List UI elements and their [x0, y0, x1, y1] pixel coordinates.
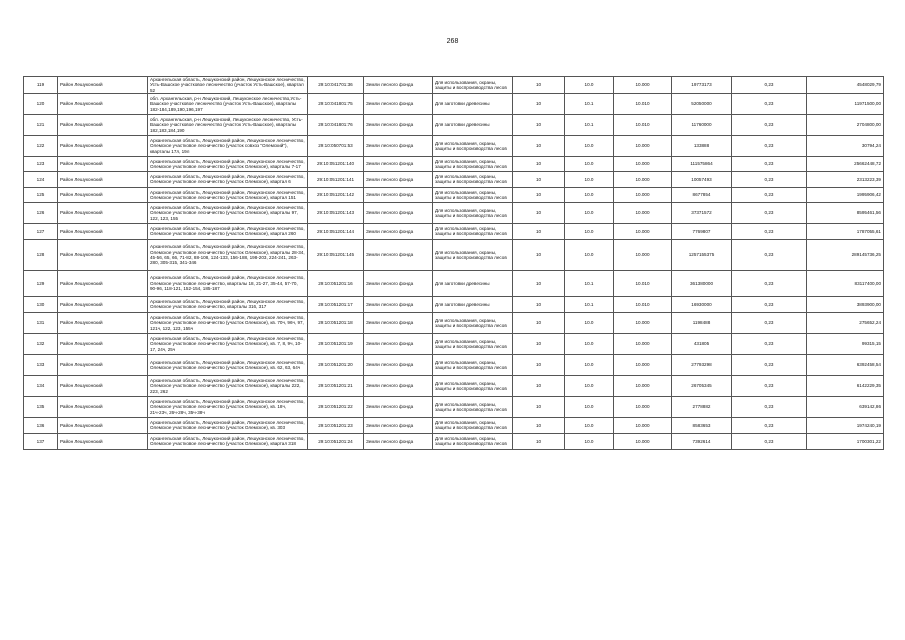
cadastral-number-cell: 29:10:050701:53 — [308, 135, 364, 156]
location-cell: Архангельская область, Лешуконский район, Лешуконское лесничество, Усть-Вашское участковое лесничество (участок Усть-Вашское), квартал 52 — [148, 77, 308, 94]
area-cell: 111575864 — [672, 156, 732, 171]
location-cell: Архангельская область, Лешуконский район, Лешуконское лесничество, Олемское участковое лесничество (участок Олемское), кв. 303 — [148, 417, 308, 433]
cadastral-number-cell: 29:10:051201:22 — [308, 396, 364, 417]
cadastral-value-cell: 275652,24 — [807, 312, 884, 333]
code-cell: 10.000 — [614, 135, 672, 156]
code-subgroup-cell: 10.0 — [565, 156, 614, 171]
table-row — [24, 223, 884, 239]
page-number: 268 — [446, 38, 459, 45]
land-category-cell: Земли лесного фонда — [364, 135, 433, 156]
row-number: 134 — [24, 375, 58, 396]
cadastral-value-cell: 2704800,00 — [807, 114, 884, 135]
code-subgroup-cell: 10.0 — [565, 417, 614, 433]
permitted-use-cell: Для использования, охраны, защиты и воспроизводства лесов — [433, 417, 513, 433]
land-category-cell: Земли лесного фонда — [364, 312, 433, 333]
code-cell: 10.000 — [614, 171, 672, 187]
district-cell: Район Лешуконский — [58, 375, 148, 396]
district-cell: Район Лешуконский — [58, 354, 148, 375]
cadastral-value-cell: 8595461,56 — [807, 202, 884, 223]
location-cell: Архангельская область, Лешуконский район, Лешуконское лесничество, Олемское участковое лесничество (участок Олемское), квартал 260 — [148, 223, 308, 239]
row-number: 129 — [24, 270, 58, 296]
location-cell: обл. Архангельская, р-н Лешуконский, Лешуконское лесничество, Усть-Вашское участковое лесничество (участок Усть-Вашское), кварталы 182,183,184,190 — [148, 114, 308, 135]
cadastral-number-cell: 29:10:051201:140 — [308, 156, 364, 171]
code-subgroup-cell: 10.0 — [565, 433, 614, 449]
location-cell: Архангельская область, Лешуконский район, Лешуконское лесничество, Олемское участковое лесничество (участок Олемское), квартал 318 — [148, 433, 308, 449]
land-category-cell: Земли лесного фонда — [364, 223, 433, 239]
area-cell: 1257155375 — [672, 239, 732, 270]
permitted-use-cell: Для использования, охраны, защиты и воспроизводства лесов — [433, 187, 513, 202]
code-subgroup-cell: 10.0 — [565, 396, 614, 417]
table-row — [24, 433, 884, 449]
code-group-cell: 10 — [513, 354, 565, 375]
table-row — [24, 270, 884, 296]
code-group-cell: 10 — [513, 270, 565, 296]
table-row — [24, 93, 884, 114]
cadastral-number-cell: 29:10:051201:24 — [308, 433, 364, 449]
permitted-use-cell: Для использования, охраны, защиты и воспроизводства лесов — [433, 375, 513, 396]
table-row — [24, 202, 884, 223]
specific-value-cell: 0,23 — [732, 156, 807, 171]
code-subgroup-cell: 10.0 — [565, 333, 614, 354]
code-cell: 10.010 — [614, 296, 672, 312]
row-number: 125 — [24, 187, 58, 202]
district-cell: Район Лешуконский — [58, 135, 148, 156]
specific-value-cell: 0,23 — [732, 396, 807, 417]
specific-value-cell: 0,23 — [732, 223, 807, 239]
specific-value-cell: 0,23 — [732, 270, 807, 296]
cadastral-number-cell: 29:10:041801:76 — [308, 114, 364, 135]
land-category-cell: Земли лесного фонда — [364, 171, 433, 187]
permitted-use-cell: Для использования, охраны, защиты и воспроизводства лесов — [433, 77, 513, 94]
permitted-use-cell: Для заготовки древесины — [433, 93, 513, 114]
location-cell: Архангельская область, Лешуконский район, Лешуконское лесничество, Олемское участковое лесничество (участок Олемское), кварталы 7-17 — [148, 156, 308, 171]
code-cell: 10.000 — [614, 202, 672, 223]
cadastral-value-cell: 1974240,19 — [807, 417, 884, 433]
location-cell: Архангельская область, Лешуконский район, Лешуконское лесничество, Олемское участковое лесничество (участок Олемское), квартал 6 — [148, 171, 308, 187]
location-cell: Архангельская область, Лешуконский район, Лешуконское лесничество, Олемское участковое лесничество, кварталы 316, 317 — [148, 296, 308, 312]
specific-value-cell: 0,23 — [732, 433, 807, 449]
code-subgroup-cell: 10.0 — [565, 202, 614, 223]
permitted-use-cell: Для использования, охраны, защиты и воспроизводства лесов — [433, 171, 513, 187]
code-group-cell: 10 — [513, 433, 565, 449]
code-group-cell: 10 — [513, 333, 565, 354]
code-group-cell: 10 — [513, 202, 565, 223]
area-cell: 8583653 — [672, 417, 732, 433]
specific-value-cell: 0,23 — [732, 239, 807, 270]
district-cell: Район Лешуконский — [58, 270, 148, 296]
table-row — [24, 156, 884, 171]
table-row — [24, 114, 884, 135]
table-row — [24, 135, 884, 156]
row-number: 137 — [24, 433, 58, 449]
code-subgroup-cell: 10.0 — [565, 135, 614, 156]
district-cell: Район Лешуконский — [58, 239, 148, 270]
area-cell: 7769807 — [672, 223, 732, 239]
area-cell: 37371572 — [672, 202, 732, 223]
district-cell: Район Лешуконский — [58, 202, 148, 223]
cadastral-value-cell: 2313223,39 — [807, 171, 884, 187]
code-cell: 10.000 — [614, 333, 672, 354]
land-category-cell: Земли лесного фонда — [364, 333, 433, 354]
area-cell: 8677854 — [672, 187, 732, 202]
area-cell: 11760000 — [672, 114, 732, 135]
district-cell: Район Лешуконский — [58, 417, 148, 433]
table-row — [24, 333, 884, 354]
cadastral-number-cell: 29:10:041701:36 — [308, 77, 364, 94]
cadastral-value-cell: 99315,15 — [807, 333, 884, 354]
land-category-cell: Земли лесного фонда — [364, 296, 433, 312]
location-cell: Архангельская область, Лешуконский район, Лешуконское лесничество, Олемское участковое лесничество (участок Олемское), кв. 70ч, 96ч, 97, 121ч, 122, 123, 155ч — [148, 312, 308, 333]
permitted-use-cell: Для заготовки древесины — [433, 270, 513, 296]
land-category-cell: Земли лесного фонда — [364, 375, 433, 396]
area-cell: 19773173 — [672, 77, 732, 94]
land-category-cell: Земли лесного фонда — [364, 239, 433, 270]
cadastral-value-cell: 1995906,42 — [807, 187, 884, 202]
area-cell: 1198488 — [672, 312, 732, 333]
district-cell: Район Лешуконский — [58, 433, 148, 449]
code-group-cell: 10 — [513, 223, 565, 239]
location-cell: Архангельская область, Лешуконский район, Лешуконское лесничество, Олемское участковое лесничество (участок Олемское), квартал 151 — [148, 187, 308, 202]
cadastral-number-cell: 29:10:051201:19 — [308, 333, 364, 354]
cadastral-number-cell: 29:10:051201:20 — [308, 354, 364, 375]
code-cell: 10.000 — [614, 156, 672, 171]
cadastral-number-cell: 29:10:041801:75 — [308, 93, 364, 114]
code-subgroup-cell: 10.1 — [565, 114, 614, 135]
code-cell: 10.000 — [614, 417, 672, 433]
land-category-cell: Земли лесного фонда — [364, 187, 433, 202]
land-category-cell: Земли лесного фонда — [364, 354, 433, 375]
cadastral-number-cell: 29:10:051201:142 — [308, 187, 364, 202]
land-category-cell: Земли лесного фонда — [364, 396, 433, 417]
permitted-use-cell: Для использования, охраны, защиты и воспроизводства лесов — [433, 135, 513, 156]
area-cell: 133888 — [672, 135, 732, 156]
code-group-cell: 10 — [513, 396, 565, 417]
row-number: 126 — [24, 202, 58, 223]
district-cell: Район Лешуконский — [58, 77, 148, 94]
permitted-use-cell: Для использования, охраны, защиты и воспроизводства лесов — [433, 354, 513, 375]
area-cell: 52050000 — [672, 93, 732, 114]
table-row — [24, 396, 884, 417]
code-group-cell: 10 — [513, 171, 565, 187]
cadastral-value-cell: 4548029,79 — [807, 77, 884, 94]
row-number: 136 — [24, 417, 58, 433]
table-row — [24, 375, 884, 396]
location-cell: Архангельская область, Лешуконский район, Лешуконское лесничество, Олемское участковое лесничество (участок совхоз "Олемский"), кварталы 17л, 19л — [148, 135, 308, 156]
table-row — [24, 354, 884, 375]
area-cell: 361380000 — [672, 270, 732, 296]
code-group-cell: 10 — [513, 312, 565, 333]
location-cell: Архангельская область, Лешуконский район, Лешуконское лесничество, Олемское участковое лесничество (участок Олемское), кв. 7, 8, 9ч, 10-17, 24ч, 25ч — [148, 333, 308, 354]
location-cell: Архангельская область, Лешуконский район, Лешуконское лесничество, Олемское участковое лесничество (участок Олемское), кварталы 222, 223, 262 — [148, 375, 308, 396]
area-cell: 2778882 — [672, 396, 732, 417]
area-cell: 26705345 — [672, 375, 732, 396]
code-cell: 10.000 — [614, 433, 672, 449]
code-subgroup-cell: 10.0 — [565, 312, 614, 333]
area-cell: 27793298 — [672, 354, 732, 375]
district-cell: Район Лешуконский — [58, 187, 148, 202]
permitted-use-cell: Для использования, охраны, защиты и воспроизводства лесов — [433, 333, 513, 354]
specific-value-cell: 0,23 — [732, 77, 807, 94]
code-cell: 10.000 — [614, 187, 672, 202]
cadastral-value-cell: 289145736,25 — [807, 239, 884, 270]
cadastral-number-cell: 29:10:051201:143 — [308, 202, 364, 223]
specific-value-cell: 0,23 — [732, 202, 807, 223]
code-subgroup-cell: 10.0 — [565, 77, 614, 94]
row-number: 135 — [24, 396, 58, 417]
specific-value-cell: 0,23 — [732, 375, 807, 396]
code-cell: 10.000 — [614, 239, 672, 270]
code-subgroup-cell: 10.0 — [565, 223, 614, 239]
area-cell: 431805 — [672, 333, 732, 354]
district-cell: Район Лешуконский — [58, 114, 148, 135]
table-row — [24, 171, 884, 187]
row-number: 131 — [24, 312, 58, 333]
permitted-use-cell: Для заготовки древесины — [433, 114, 513, 135]
code-cell: 10.010 — [614, 114, 672, 135]
cadastral-number-cell: 29:10:051201:18 — [308, 312, 364, 333]
code-group-cell: 10 — [513, 296, 565, 312]
specific-value-cell: 0,23 — [732, 171, 807, 187]
row-number: 122 — [24, 135, 58, 156]
cadastral-number-cell: 29:10:051201:145 — [308, 239, 364, 270]
code-group-cell: 10 — [513, 93, 565, 114]
land-category-cell: Земли лесного фонда — [364, 433, 433, 449]
location-cell: обл. Архангельская, р-н Лешуконский, Лешуконское лесничество,Усть-Вашское участковое лесничество (участок Усть-Вашское), кварталы 182-184,189,190,196,197 — [148, 93, 308, 114]
code-subgroup-cell: 10.0 — [565, 239, 614, 270]
district-cell: Район Лешуконский — [58, 223, 148, 239]
specific-value-cell: 0,23 — [732, 93, 807, 114]
code-cell: 10.000 — [614, 354, 672, 375]
cadastral-value-cell: 6142229,35 — [807, 375, 884, 396]
land-category-cell: Земли лесного фонда — [364, 417, 433, 433]
row-number: 130 — [24, 296, 58, 312]
code-subgroup-cell: 10.0 — [565, 375, 614, 396]
district-cell: Район Лешуконский — [58, 156, 148, 171]
row-number: 121 — [24, 114, 58, 135]
code-group-cell: 10 — [513, 77, 565, 94]
row-number: 127 — [24, 223, 58, 239]
district-cell: Район Лешуконский — [58, 312, 148, 333]
district-cell: Район Лешуконский — [58, 93, 148, 114]
land-category-cell: Земли лесного фонда — [364, 93, 433, 114]
row-number: 124 — [24, 171, 58, 187]
cadastral-number-cell: 29:10:051201:23 — [308, 417, 364, 433]
district-cell: Район Лешуконский — [58, 296, 148, 312]
code-subgroup-cell: 10.0 — [565, 187, 614, 202]
code-group-cell: 10 — [513, 417, 565, 433]
land-category-cell: Земли лесного фонда — [364, 270, 433, 296]
area-cell: 7392614 — [672, 433, 732, 449]
permitted-use-cell: Для использования, охраны, защиты и воспроизводства лесов — [433, 312, 513, 333]
permitted-use-cell: Для использования, охраны, защиты и воспроизводства лесов — [433, 396, 513, 417]
table-row — [24, 417, 884, 433]
code-cell: 10.010 — [614, 93, 672, 114]
table-row — [24, 187, 884, 202]
row-number: 133 — [24, 354, 58, 375]
code-group-cell: 10 — [513, 156, 565, 171]
cadastral-value-cell: 6392458,54 — [807, 354, 884, 375]
row-number: 120 — [24, 93, 58, 114]
row-number: 123 — [24, 156, 58, 171]
cadastral-number-cell: 29:10:051201:21 — [308, 375, 364, 396]
cadastral-number-cell: 29:10:051201:141 — [308, 171, 364, 187]
code-cell: 10.000 — [614, 396, 672, 417]
code-subgroup-cell: 10.1 — [565, 93, 614, 114]
land-category-cell: Земли лесного фонда — [364, 77, 433, 94]
specific-value-cell: 0,23 — [732, 354, 807, 375]
cadastral-value-table — [23, 76, 884, 450]
table-row — [24, 77, 884, 94]
cadastral-value-cell: 3893900,00 — [807, 296, 884, 312]
location-cell: Архангельская область, Лешуконский район, Лешуконское лесничество, Олемское участковое лесничество, кварталы 18, 21-27, 35-44, 57-70, 90-96, 118-121, 152-154, 185-187 — [148, 270, 308, 296]
code-subgroup-cell: 10.1 — [565, 270, 614, 296]
specific-value-cell: 0,23 — [732, 296, 807, 312]
cadastral-number-cell: 29:10:051201:144 — [308, 223, 364, 239]
specific-value-cell: 0,23 — [732, 187, 807, 202]
permitted-use-cell: Для использования, охраны, защиты и воспроизводства лесов — [433, 433, 513, 449]
code-group-cell: 10 — [513, 187, 565, 202]
code-cell: 10.000 — [614, 223, 672, 239]
code-group-cell: 10 — [513, 239, 565, 270]
table-body — [24, 77, 884, 450]
permitted-use-cell: Для использования, охраны, защиты и воспроизводства лесов — [433, 156, 513, 171]
row-number: 128 — [24, 239, 58, 270]
code-cell: 10.000 — [614, 375, 672, 396]
permitted-use-cell: Для использования, охраны, защиты и воспроизводства лесов — [433, 223, 513, 239]
permitted-use-cell: Для заготовки древесины — [433, 296, 513, 312]
code-group-cell: 10 — [513, 135, 565, 156]
cadastral-value-cell: 11971500,00 — [807, 93, 884, 114]
area-cell: 10057493 — [672, 171, 732, 187]
cadastral-value-cell: 25662448,72 — [807, 156, 884, 171]
code-cell: 10.000 — [614, 312, 672, 333]
cadastral-number-cell: 29:10:051201:17 — [308, 296, 364, 312]
code-subgroup-cell: 10.0 — [565, 354, 614, 375]
land-category-cell: Земли лесного фонда — [364, 156, 433, 171]
specific-value-cell: 0,23 — [732, 333, 807, 354]
code-group-cell: 10 — [513, 114, 565, 135]
row-number: 132 — [24, 333, 58, 354]
cadastral-value-cell: 1787055,61 — [807, 223, 884, 239]
district-cell: Район Лешуконский — [58, 396, 148, 417]
cadastral-value-cell: 30794,24 — [807, 135, 884, 156]
cadastral-number-cell: 29:10:051201:16 — [308, 270, 364, 296]
location-cell: Архангельская область, Лешуконский район, Лешуконское лесничество, Олемское участковое лесничество (участок Олемское), кв. 18ч, 21ч-23ч, 26ч-28ч, 35ч-38ч — [148, 396, 308, 417]
specific-value-cell: 0,23 — [732, 417, 807, 433]
district-cell: Район Лешуконский — [58, 333, 148, 354]
specific-value-cell: 0,23 — [732, 135, 807, 156]
table-row — [24, 312, 884, 333]
location-cell: Архангельская область, Лешуконский район, Лешуконское лесничество, Олемское участковое лесничество (участок Олемское), кварталы 97, 122, 123, 155 — [148, 202, 308, 223]
code-subgroup-cell: 10.0 — [565, 171, 614, 187]
area-cell: 16930000 — [672, 296, 732, 312]
cadastral-value-cell: 1700301,22 — [807, 433, 884, 449]
specific-value-cell: 0,23 — [732, 114, 807, 135]
code-cell: 10.000 — [614, 77, 672, 94]
district-cell: Район Лешуконский — [58, 171, 148, 187]
code-cell: 10.010 — [614, 270, 672, 296]
code-group-cell: 10 — [513, 375, 565, 396]
permitted-use-cell: Для использования, охраны, защиты и воспроизводства лесов — [433, 239, 513, 270]
row-number: 119 — [24, 77, 58, 94]
cadastral-value-cell: 639142,86 — [807, 396, 884, 417]
land-category-cell: Земли лесного фонда — [364, 202, 433, 223]
location-cell: Архангельская область, Лешуконский район, Лешуконское лесничество, Олемское участковое лесничество (участок Олемское), кв. 62, 63, 64ч — [148, 354, 308, 375]
permitted-use-cell: Для использования, охраны, защиты и воспроизводства лесов — [433, 202, 513, 223]
code-subgroup-cell: 10.1 — [565, 296, 614, 312]
table-row — [24, 239, 884, 270]
cadastral-value-cell: 83117400,00 — [807, 270, 884, 296]
land-category-cell: Земли лесного фонда — [364, 114, 433, 135]
specific-value-cell: 0,23 — [732, 312, 807, 333]
table-row — [24, 296, 884, 312]
location-cell: Архангельская область, Лешуконский район, Лешуконское лесничество, Олемское участковое лесничество (участок Олемское), кварталы 28-34, 45-56, 65, 66, 71-82, 88-108, 124-133, 156-188, 198-203, 224-241, 263-280, 305-315, 341-346 — [148, 239, 308, 270]
